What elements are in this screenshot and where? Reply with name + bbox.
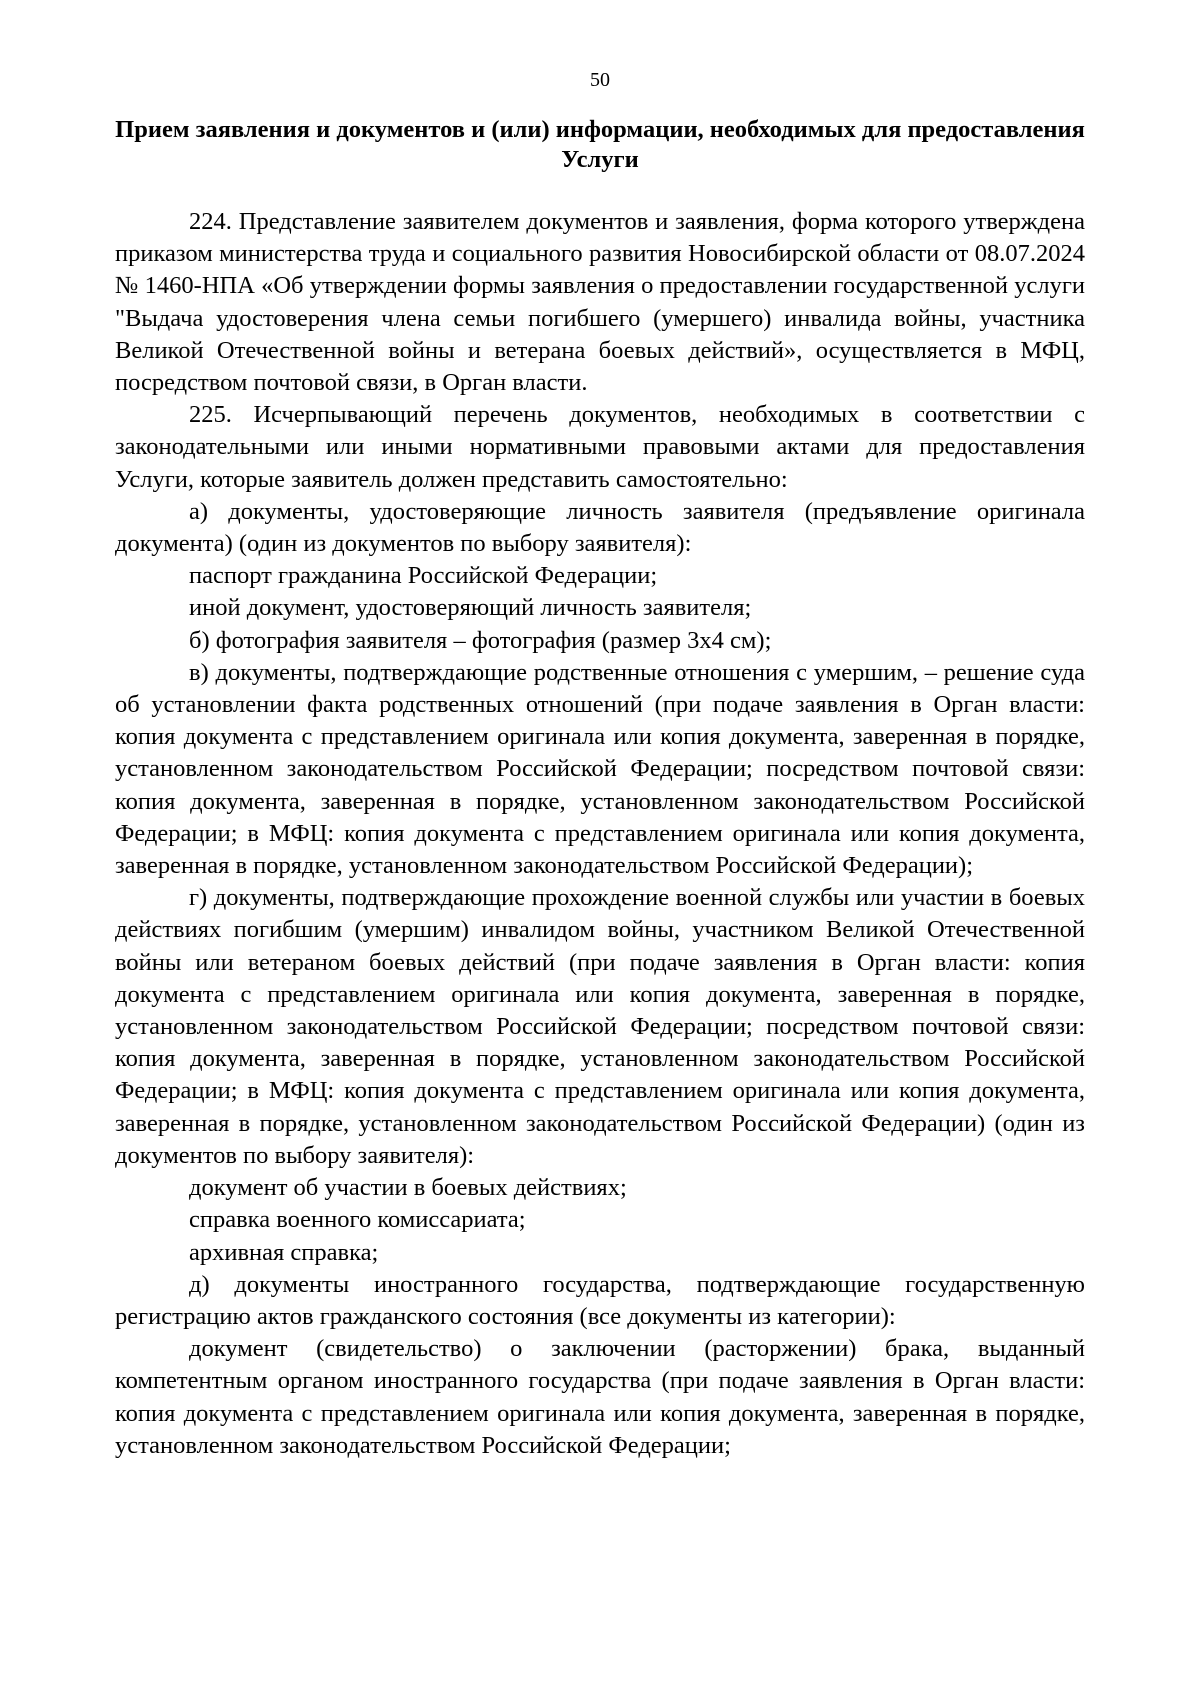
paragraph: 224. Представление заявителем документов и заявления, форма которого утверждена приказом министерства труда и социального развития Новосибирской области от 08.07.2024 № 1460-НПА «Об утверждении формы заявления о предоставлении государственной услуги "Выдача удостоверения члена семьи погибшего (умершего) инвалида войны, участника Великой Отечественной войны и ветерана боевых действий», осуществляется в МФЦ, посредством почтовой связи, в Орган власти.	[115, 208, 1085, 397]
list-item: иной документ, удостоверяющий личность заявителя;	[189, 594, 752, 622]
list-item: паспорт гражданина Российской Федерации;	[189, 562, 658, 590]
document-body	[115, 206, 1085, 1462]
paragraph: 225. Исчерпывающий перечень документов, необходимых в соответствии с законодательными или иными нормативными правовыми актами для предоставления Услуги, которые заявитель должен представить самостоятельно:	[115, 401, 1085, 493]
list-item: архивная справка;	[189, 1238, 379, 1266]
paragraph: г) документы, подтверждающие прохождение военной службы или участии в боевых действиях погибшим (умершим) инвалидом войны, участником Великой Отечественной войны или ветераном боевых действий (при подаче заявления в Орган власти: копия документа с представлением оригинала или копия документа, заверенная в порядке, установленном законодательством Российской Федерации; посредством почтовой связи: копия документа, заверенная в порядке, установленном законодательством Российской Федерации; в МФЦ: копия документа с представлением оригинала или копия документа, заверенная в порядке, установленном законодательством Российской Федерации) (один из документов по выбору заявителя):	[115, 884, 1085, 1169]
paragraph: документ (свидетельство) о заключении (расторжении) брака, выданный компетентным органом иностранного государства (при подаче заявления в Орган власти: копия документа с представлением оригинала или копия документа, заверенная в порядке, установленном законодательством Российской Федерации;	[115, 1335, 1085, 1459]
list-item: б) фотография заявителя – фотография (размер 3x4 см);	[189, 626, 772, 654]
paragraph: д) документы иностранного государства, подтверждающие государственную регистрацию актов гражданского состояния (все документы из категории):	[115, 1270, 1085, 1330]
list-item: документ об участии в боевых действиях;	[189, 1174, 627, 1202]
paragraph: в) документы, подтверждающие родственные отношения с умершим, – решение суда об установлении факта родственных отношений (при подаче заявления в Орган власти: копия документа с представлением оригинала или копия документа, заверенная в порядке, установленном законодательством Российской Федерации; посредством почтовой связи: копия документа, заверенная в порядке, установленном законодательством Российской Федерации; в МФЦ: копия документа с представлением оригинала или копия документа, заверенная в порядке, установленном законодательством Российской Федерации);	[115, 658, 1085, 880]
page-number: 50	[590, 69, 610, 91]
paragraph: а) документы, удостоверяющие личность заявителя (предъявление оригинала документа) (один из документов по выбору заявителя):	[115, 497, 1085, 558]
list-item: справка военного комиссариата;	[189, 1206, 526, 1234]
section-title: Прием заявления и документов и (или) информации, необходимых для предоставления Услуги	[115, 116, 1085, 173]
